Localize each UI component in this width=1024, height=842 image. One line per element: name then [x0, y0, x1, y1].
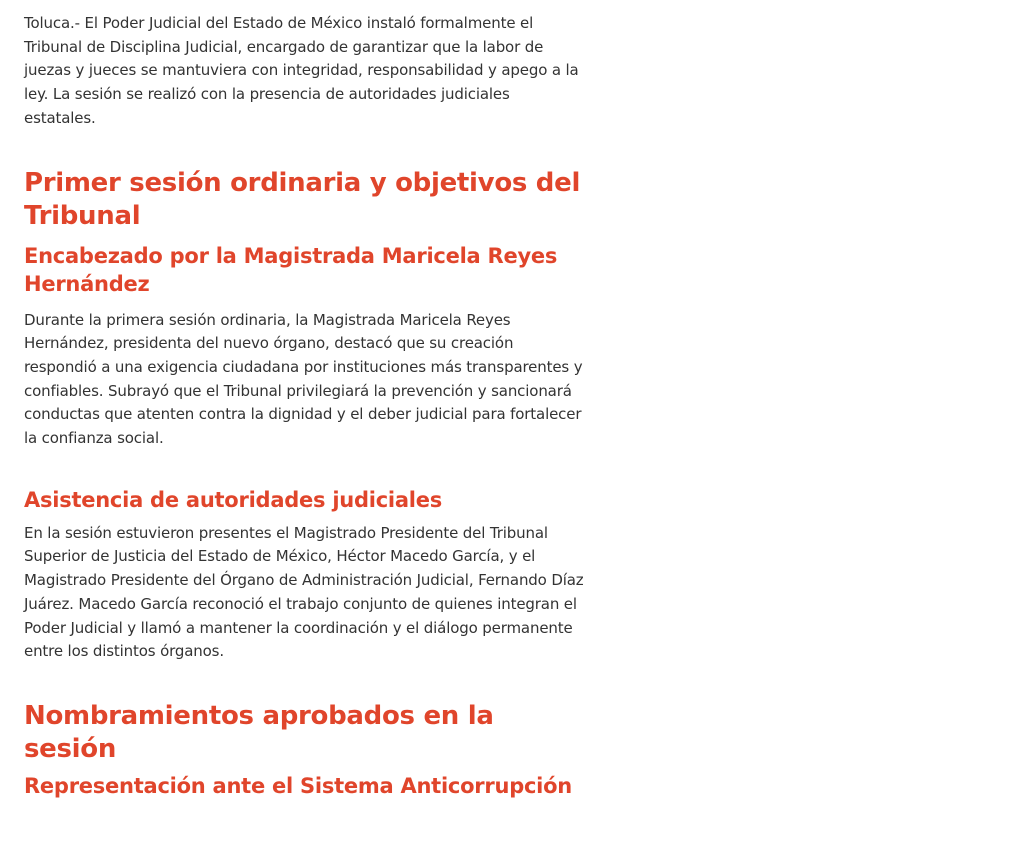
section-heading-primer-sesion: Primer sesión ordinaria y objetivos del Tribunal	[24, 167, 581, 231]
intro-paragraph: Toluca.- El Poder Judicial del Estado de México instaló formalmente el Tribunal de Disciplina Judicial, encargado de garantizar que la labor de juezas y jueces se mantuviera con integridad, responsabilidad y apego a la ley. La sesión se realizó con la presencia de autoridades judiciales estatales.	[24, 14, 579, 127]
subheading-sistema-anticorrupcion: Representación ante el Sistema Anticorrupción	[24, 773, 572, 798]
article-body	[24, 0, 584, 800]
paragraph-asistencia: En la sesión estuvieron presentes el Magistrado Presidente del Tribunal Superior de Justicia del Estado de México, Héctor Macedo García, y el Magistrado Presidente del Órgano de Administración Judicial, Fernando Díaz Juárez. Macedo García reconoció el trabajo conjunto de quienes integran el Poder Judicial y llamó a mantener la coordinación y el diálogo permanente entre los distintos órganos.	[24, 523, 584, 661]
paragraph-primera-sesion: Durante la primera sesión ordinaria, la Magistrada Maricela Reyes Hernández, presidenta del nuevo órgano, destacó que su creación respondió a una exigencia ciudadana por instituciones más transparentes y confiables. Subrayó que el Tribunal privilegiará la prevención y sancionará conductas que atenten contra la dignidad y el deber judicial para fortalecer la confianza social.	[24, 310, 583, 448]
section-heading-nombramientos: Nombramientos aprobados en la sesión	[24, 700, 494, 764]
subheading-asistencia-autoridades: Asistencia de autoridades judiciales	[24, 487, 442, 512]
subheading-magistrada-reyes: Encabezado por la Magistrada Maricela Reyes Hernández	[24, 243, 558, 296]
